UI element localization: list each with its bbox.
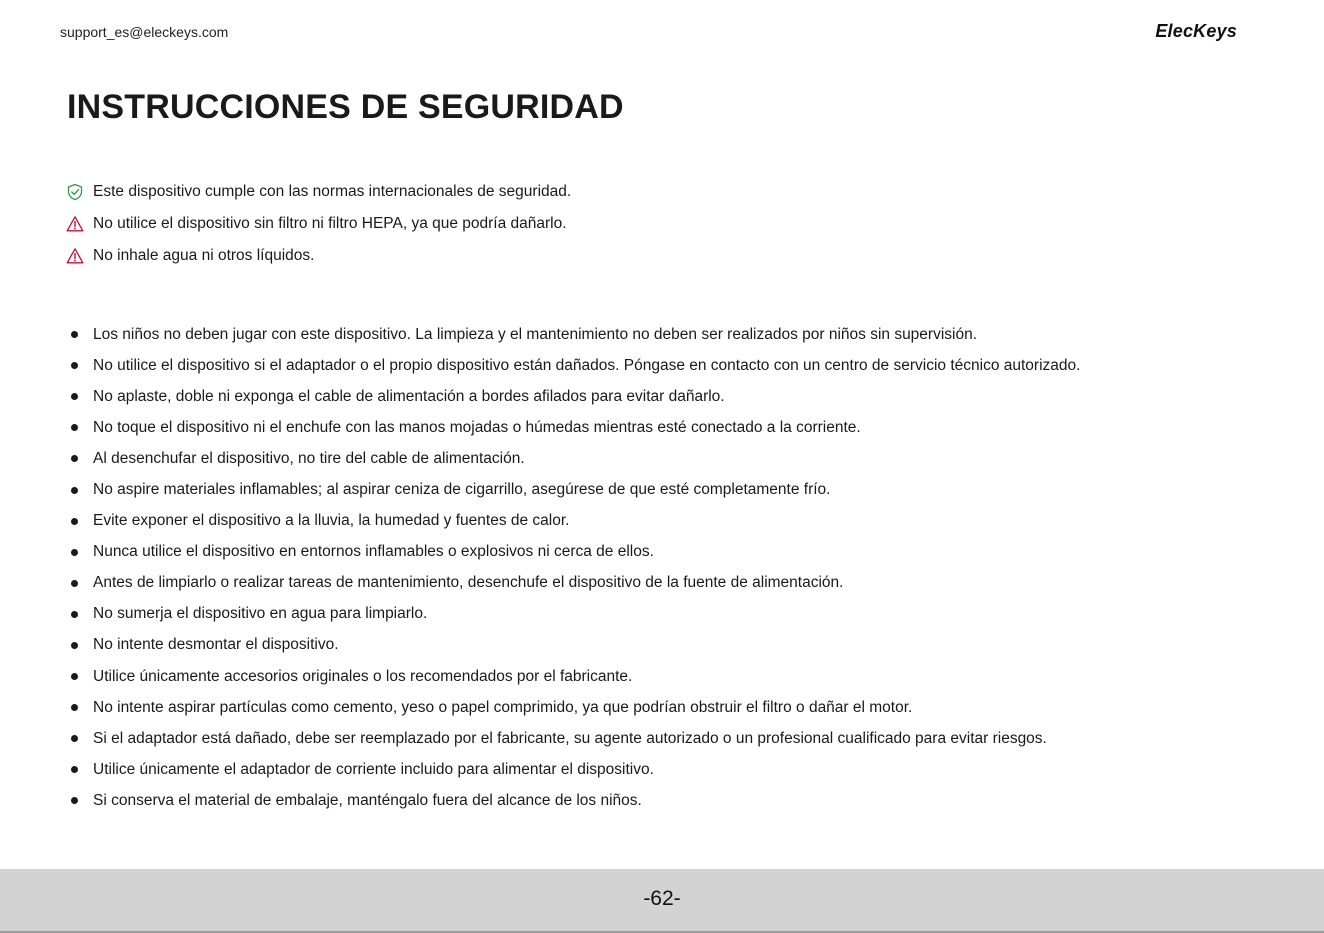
bullet-icon	[71, 642, 78, 649]
rule-text: No utilice el dispositivo si el adaptador o el propio dispositivo están dañados. Póngase en contacto con un centro de servicio técnico autorizado.	[93, 356, 1081, 374]
bullet-icon	[71, 518, 78, 525]
rule-text: Utilice únicamente accesorios originales o los recomendados por el fabricante.	[93, 667, 633, 685]
list-item	[66, 723, 1080, 754]
list-item	[66, 412, 1080, 443]
rule-text: Nunca utilice el dispositivo en entornos inflamables o explosivos ni cerca de ellos.	[93, 543, 654, 561]
rule-text: Utilice únicamente el adaptador de corriente incluido para alimentar el dispositivo.	[93, 760, 654, 778]
bullet-icon	[71, 424, 78, 431]
notice-item	[66, 176, 571, 208]
bullet-icon	[71, 611, 78, 618]
warning-triangle-icon	[66, 215, 84, 233]
bullet-icon	[71, 580, 78, 587]
list-item	[66, 537, 1080, 568]
list-item	[66, 630, 1080, 661]
bullet-icon	[71, 797, 78, 804]
rule-text: No intente aspirar partículas como cemento, yeso o papel comprimido, ya que podrían obstruir el filtro o dañar el motor.	[93, 698, 913, 716]
list-item	[66, 381, 1080, 412]
list-item	[66, 319, 1080, 350]
list-item	[66, 443, 1080, 474]
notice-text: No utilice el dispositivo sin filtro ni filtro HEPA, ya que podría dañarlo.	[93, 215, 567, 232]
bullet-icon	[71, 455, 78, 462]
bullet-icon	[71, 735, 78, 742]
list-item	[66, 692, 1080, 723]
safety-rules-list	[66, 319, 1080, 817]
bullet-icon	[71, 487, 78, 494]
bullet-icon	[71, 766, 78, 773]
bullet-icon	[71, 331, 78, 338]
list-item	[66, 506, 1080, 537]
rule-text: No aspire materiales inflamables; al aspirar ceniza de cigarrillo, asegúrese de que esté completamente frío.	[93, 481, 831, 499]
bullet-icon	[71, 549, 78, 556]
rule-text: Si conserva el material de embalaje, manténgalo fuera del alcance de los niños.	[93, 791, 642, 809]
rule-text: No intente desmontar el dispositivo.	[93, 636, 339, 654]
page-title: INSTRUCCIONES DE SEGURIDAD	[67, 88, 624, 126]
bullet-icon	[71, 362, 78, 369]
support-email[interactable]: support_es@eleckeys.com	[60, 24, 229, 40]
shield-check-icon	[66, 183, 84, 201]
rule-text: No aplaste, doble ni exponga el cable de alimentación a bordes afilados para evitar dañarlo.	[93, 387, 725, 405]
page-footer	[0, 869, 1324, 933]
bullet-icon	[71, 393, 78, 400]
rule-text: No sumerja el dispositivo en agua para limpiarlo.	[93, 605, 428, 623]
rule-text: Evite exponer el dispositivo a la lluvia, la humedad y fuentes de calor.	[93, 512, 570, 530]
list-item	[66, 599, 1080, 630]
notice-text: No inhale agua ni otros líquidos.	[93, 247, 315, 264]
list-item	[66, 350, 1080, 381]
brand-logo: ElecKeys	[1155, 21, 1237, 41]
safety-notices	[66, 176, 571, 272]
list-item	[66, 785, 1080, 816]
list-item	[66, 474, 1080, 505]
notice-text: Este dispositivo cumple con las normas internacionales de seguridad.	[93, 183, 572, 200]
rule-text: Al desenchufar el dispositivo, no tire del cable de alimentación.	[93, 449, 525, 467]
list-item	[66, 568, 1080, 599]
notice-item	[66, 208, 571, 240]
rule-text: No toque el dispositivo ni el enchufe con las manos mojadas o húmedas mientras esté conectado a la corriente.	[93, 418, 861, 436]
rule-text: Antes de limpiarlo o realizar tareas de mantenimiento, desenchufe el dispositivo de la fuente de alimentación.	[93, 574, 844, 592]
rule-text: Los niños no deben jugar con este dispositivo. La limpieza y el mantenimiento no deben ser realizados por niños sin supervisión.	[93, 325, 978, 343]
rule-text: Si el adaptador está dañado, debe ser reemplazado por el fabricante, su agente autorizado o un profesional cualificado para evitar riesgos.	[93, 729, 1047, 747]
bullet-icon	[71, 673, 78, 680]
bullet-icon	[71, 704, 78, 711]
list-item	[66, 754, 1080, 785]
list-item	[66, 661, 1080, 692]
notice-item	[66, 240, 571, 272]
page-number: -62-	[643, 887, 681, 910]
warning-triangle-icon	[66, 247, 84, 265]
